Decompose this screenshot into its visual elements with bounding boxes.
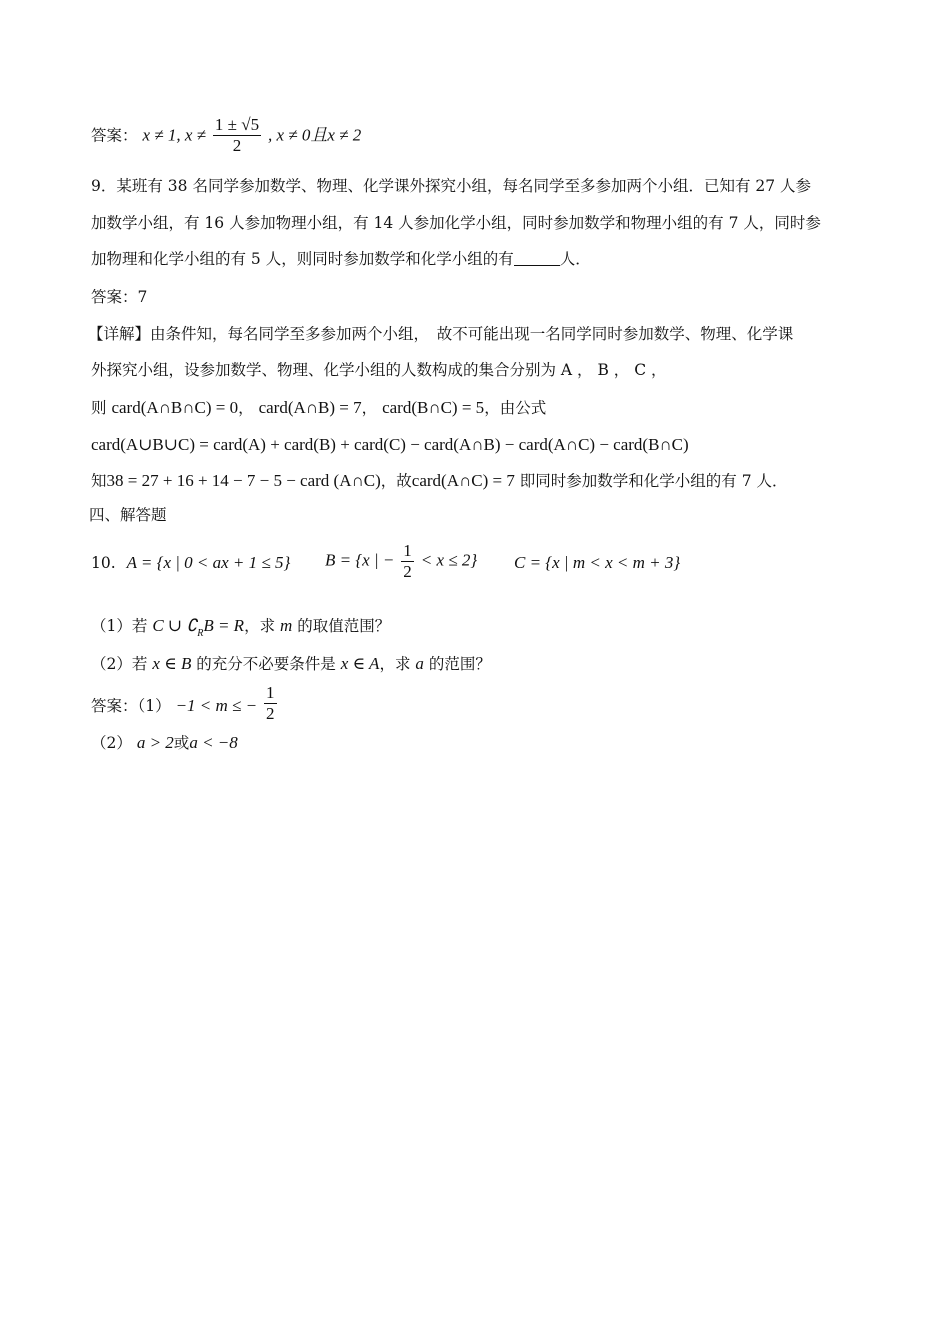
set-a: A = {x | 0 < ax + 1 ≤ 5} — [126, 553, 291, 572]
part-text: ，求 — [379, 655, 411, 673]
q9-line-3-text: 加物理和化学小组的有 5 人，则同时参加数学和化学小组的有 — [91, 250, 514, 268]
fraction-denominator: 2 — [232, 136, 242, 155]
detail-text: ，故 — [380, 472, 412, 490]
detail-text: ，由公式 — [484, 399, 547, 417]
answer-label: （2） — [91, 734, 132, 752]
answer-2-formula-2: a < −8 — [189, 733, 238, 752]
detail-text: 则 — [91, 399, 107, 417]
q9-detail-line-2: 外探究小组，设参加数学、物理、化学小组的人数构成的集合分别为 A ， B ， C ， — [91, 361, 667, 379]
set-b-pre: B = {x | − — [325, 550, 395, 570]
var-a: a — [415, 654, 424, 673]
part1-formula: C ∪ ∁ — [152, 616, 198, 635]
inclusion-exclusion-formula: card(A∪B∪C) = card(A) + card(B) + card(C) − card(A∩B) − card(A∩C) − card(B∩C) — [91, 435, 689, 454]
x-in-a: x ∈ A — [340, 654, 380, 673]
detail-text: 知 — [91, 472, 107, 490]
answer-label: 答案：（1） — [91, 696, 171, 715]
formula-card-ab: card(A∩B) = 7 — [258, 398, 362, 417]
q9-detail-line-1: 【详解】由条件知，每名同学至多参加两个小组， 故不可能出现一名同学同时参加数学、物理、化学课 — [88, 325, 794, 343]
section-title: 四、解答题 — [89, 506, 167, 524]
part1-formula-2: B = R — [203, 616, 245, 635]
q9-detail-line-5 — [91, 470, 788, 492]
detail-text: 即同时参加数学和化学小组的有 7 人． — [514, 472, 788, 490]
q9-line-3-end: 人． — [559, 250, 591, 268]
answer-fraction — [213, 115, 261, 156]
q10-part-1 — [91, 615, 390, 645]
fraction-numerator: 1 ± √5 — [214, 115, 260, 134]
q9-line-3 — [91, 248, 591, 270]
q9-line-2: 加数学小组，有 16 人参加物理小组，有 14 人参加化学小组，同时参加数学和物理小组的有 7 人，同时参 — [91, 214, 821, 232]
set-c — [514, 552, 680, 574]
answer-2-formula-1: a > 2 — [136, 733, 174, 752]
q10-sets — [91, 552, 290, 574]
part-text: 的范围？ — [428, 655, 491, 673]
x-in-b: x ∈ B — [152, 654, 192, 673]
answer-formula-part1: x ≠ 1, x ≠ — [142, 125, 206, 145]
answer-label: 答案： — [91, 126, 138, 145]
q10-part-2 — [91, 653, 491, 675]
part-text: 的充分不必要条件是 — [196, 655, 336, 673]
part-text: ，求 — [244, 617, 276, 635]
q10-answer-1 — [91, 683, 279, 724]
set-c-formula: C = {x | m < x < m + 3} — [514, 553, 681, 572]
fraction-numerator: 1 — [403, 541, 412, 560]
var-m: m — [280, 616, 293, 635]
answer-1-fraction — [264, 683, 277, 724]
formula-38: 38 = 27 + 16 + 14 − 7 − 5 − card (A∩C) — [106, 471, 381, 490]
answer-blank — [514, 251, 560, 266]
part-text: 的取值范围？ — [297, 617, 391, 635]
set-b-fraction — [401, 541, 414, 582]
fraction-numerator: 1 — [266, 683, 275, 702]
fraction-denominator: 2 — [266, 704, 275, 723]
set-b-post: < x ≤ 2} — [420, 550, 478, 570]
q9-detail-line-3: 则 card(A∩B∩C) = 0， card(A∩B) = 7， card(B∩C) = 5，由公式 — [91, 398, 547, 417]
formula-card-bc: card(B∩C) = 5 — [382, 398, 485, 417]
q8-answer — [91, 116, 361, 157]
q9-line-1: 9．某班有 38 名同学参加数学、物理、化学课外探究小组，每名同学至多参加两个小组．已知有 27 人参 — [91, 177, 812, 195]
answer-1-formula: −1 < m ≤ − — [175, 695, 258, 715]
answer-2-or: 或 — [173, 734, 190, 752]
q10-answer-2 — [91, 732, 238, 754]
complement-subscript: R — [197, 628, 204, 639]
formula-card-abc: card(A∩B∩C) = 0 — [111, 398, 239, 417]
q10-number: 10. — [91, 554, 116, 572]
set-b — [325, 541, 477, 582]
part-text: （2）若 — [91, 655, 148, 673]
formula-card-ac: card(A∩C) = 7 — [411, 471, 515, 490]
part-text: （1）若 — [91, 617, 148, 635]
fraction-denominator: 2 — [403, 562, 412, 581]
q9-answer: 答案：7 — [91, 288, 148, 306]
answer-formula-part2: , x ≠ 0且x ≠ 2 — [268, 125, 362, 145]
